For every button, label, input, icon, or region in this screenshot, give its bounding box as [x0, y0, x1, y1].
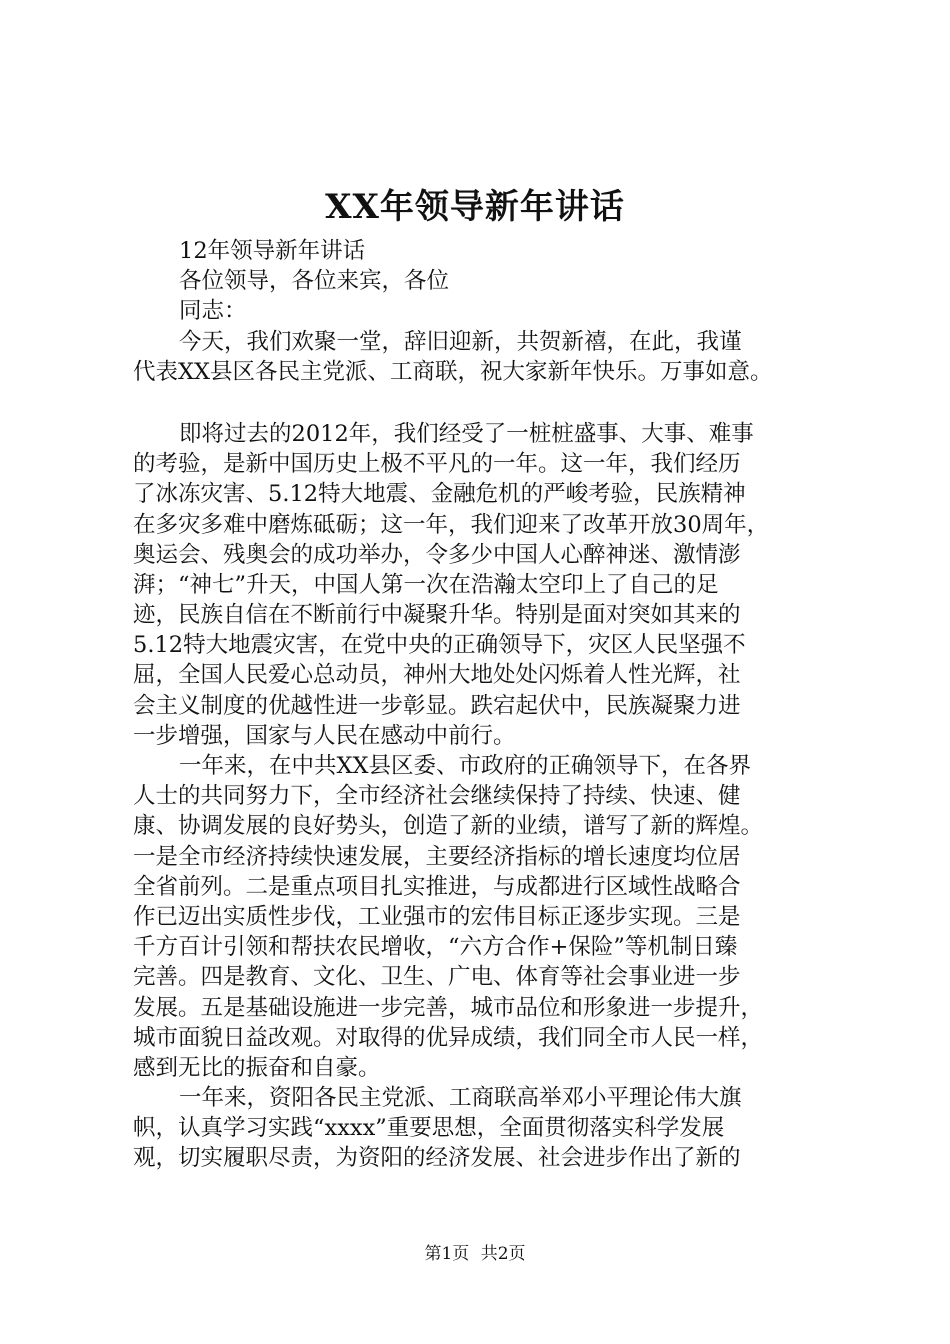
paragraph-line: 代表XX县区各民主党派、工商联，祝大家新年快乐。万事如意。: [133, 358, 773, 385]
paragraph-line: 全省前列。二是重点项目扎实推进，与成都进行区域性战略合: [133, 873, 741, 900]
paragraph-line: 的考验，是新中国历史上极不平凡的一年。这一年，我们经历: [133, 451, 741, 478]
paragraph-gap: [133, 387, 833, 419]
paragraph-line: 城市面貌日益改观。对取得的优异成绩，我们同全市人民一样，: [133, 1024, 764, 1051]
paragraph-line: 屈，全国人民爱心总动员，神州大地处处闪烁着人性光辉，社: [133, 662, 741, 689]
paragraph-line: 迹，民族自信在不断前行中凝聚升华。特别是面对突如其来的: [133, 602, 741, 629]
subtitle-line: 12年领导新年讲话: [179, 238, 366, 264]
page-number: 第1页: [424, 1244, 470, 1264]
paragraph-line: 一步增强，国家与人民在感动中前行。: [133, 722, 516, 749]
paragraph-line: 感到无比的振奋和自豪。: [133, 1054, 381, 1081]
paragraph-line: 会主义制度的优越性进一步彰显。跌宕起伏中，民族凝聚力进: [133, 692, 741, 719]
paragraph-line: 千方百计引领和帮扶农民增收，“六方合作+保险”等机制日臻: [133, 934, 738, 961]
paragraph-line: 一年来，资阳各民主党派、工商联高举邓小平理论伟大旗: [179, 1085, 742, 1112]
paragraph-line: 奥运会、残奥会的成功举办，令多少中国人心醉神迷、激情澎: [133, 541, 741, 568]
paragraph-line: 今天，我们欢聚一堂，辞旧迎新，共贺新禧，在此，我谨: [179, 328, 742, 355]
paragraph-line: 作已迈出实质性步伐，工业强市的宏伟目标正逐步实现。三是: [133, 903, 741, 930]
paragraph-line: 即将过去的2012年，我们经受了一桩桩盛事、大事、难事: [179, 420, 754, 447]
paragraph-line: 一年来，在中共XX县区委、市政府的正确领导下，在各界: [179, 753, 752, 779]
page-total: 共2页: [480, 1244, 526, 1264]
paragraph-line: 完善。四是教育、文化、卫生、广电、体育等社会事业进一步: [133, 964, 741, 991]
paragraph-line: 在多灾多难中磨炼砥砺；这一年，我们迎来了改革开放30周年，: [133, 511, 770, 538]
document-title: XX年领导新年讲话: [325, 187, 625, 227]
page-footer: [0, 1242, 950, 1266]
salutation-line: 各位领导，各位来宾，各位: [179, 268, 450, 295]
paragraph-line: 人士的共同努力下，全市经济社会继续保持了持续、快速、健: [133, 783, 741, 810]
paragraph-line: 5.12特大地震灾害，在党中央的正确领导下，灾区人民坚强不: [133, 632, 746, 659]
salutation-line: 同志：: [179, 298, 247, 325]
document-body: [133, 236, 833, 1174]
paragraph-line: 湃；“神七”升天，中国人第一次在浩瀚太空印上了自己的足: [133, 571, 719, 598]
paragraph-line: 了冰冻灾害、5.12特大地震、金融危机的严峻考验，民族精神: [133, 481, 746, 508]
paragraph-line: 帜，认真学习实践“xxxx”重要思想，全面贯彻落实科学发展: [133, 1115, 725, 1142]
paragraph-line: 观，切实履职尽责，为资阳的经济发展、社会进步作出了新的: [133, 1145, 741, 1172]
paragraph-line: 发展。五是基础设施进一步完善，城市品位和形象进一步提升，: [133, 994, 764, 1021]
paragraph-line: 一是全市经济持续快速发展，主要经济指标的增长速度均位居: [133, 843, 741, 870]
paragraph-line: 康、协调发展的良好势头，创造了新的业绩，谱写了新的辉煌。: [133, 813, 764, 840]
